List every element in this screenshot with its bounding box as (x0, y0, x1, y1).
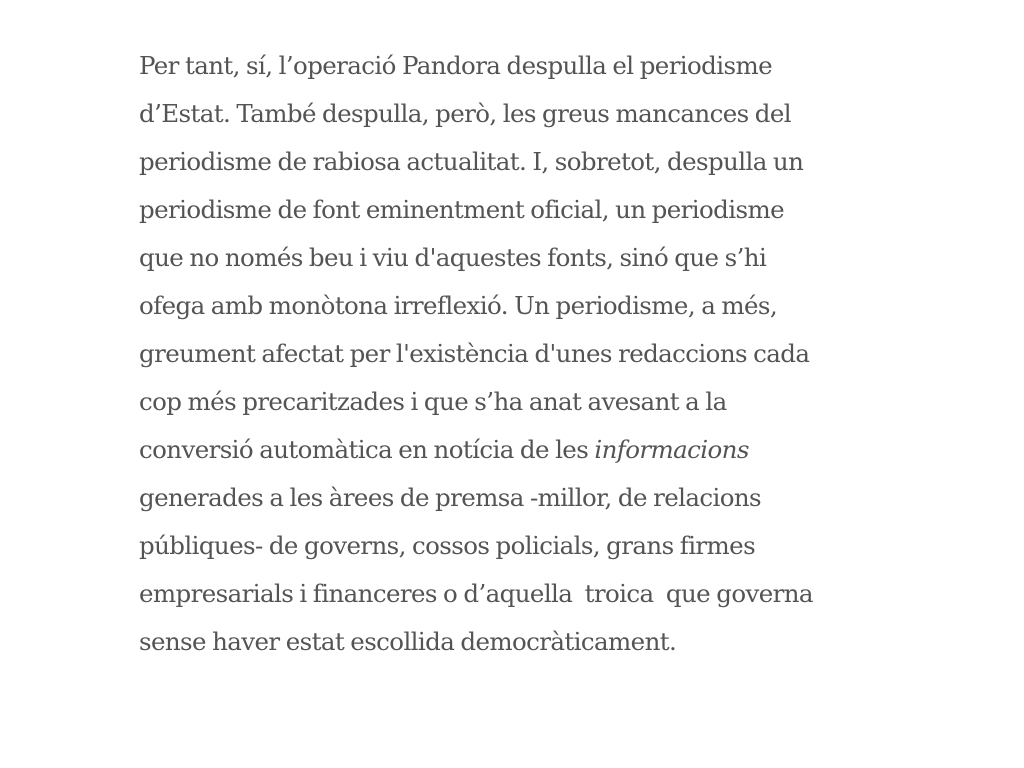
paragraph-line: cop més precaritzades i que s’ha anat avesant a la (139, 387, 727, 416)
paragraph-line: sense haver estat escollida democràticament. (139, 627, 677, 656)
paragraph-line: greument afectat per l'existència d'unes redaccions cada (139, 339, 810, 368)
emphasized-word: informacions (594, 435, 749, 464)
article-paragraph (139, 42, 939, 666)
paragraph-line: empresarials i financeres o d’aquella troica que governa (139, 579, 813, 608)
paragraph-line: ofega amb monòtona irreflexió. Un periodisme, a més, (139, 291, 778, 320)
paragraph-line: públiques- de governs, cossos policials, grans firmes (139, 531, 756, 560)
paragraph-line: que no només beu i viu d'aquestes fonts, sinó que s’hi (139, 243, 767, 272)
line-text: conversió automàtica en notícia de les (139, 435, 595, 464)
paragraph-line: Per tant, sí, l’operació Pandora despulla el periodisme (139, 51, 773, 80)
paragraph-line: generades a les àrees de premsa -millor, de relacions (139, 483, 761, 512)
paragraph-line (139, 426, 939, 474)
paragraph-line: periodisme de font eminentment oficial, un periodisme (139, 195, 784, 224)
paragraph-line: d’Estat. També despulla, però, les greus mancances del (139, 99, 791, 128)
paragraph-line: periodisme de rabiosa actualitat. I, sobretot, despulla un (139, 147, 804, 176)
